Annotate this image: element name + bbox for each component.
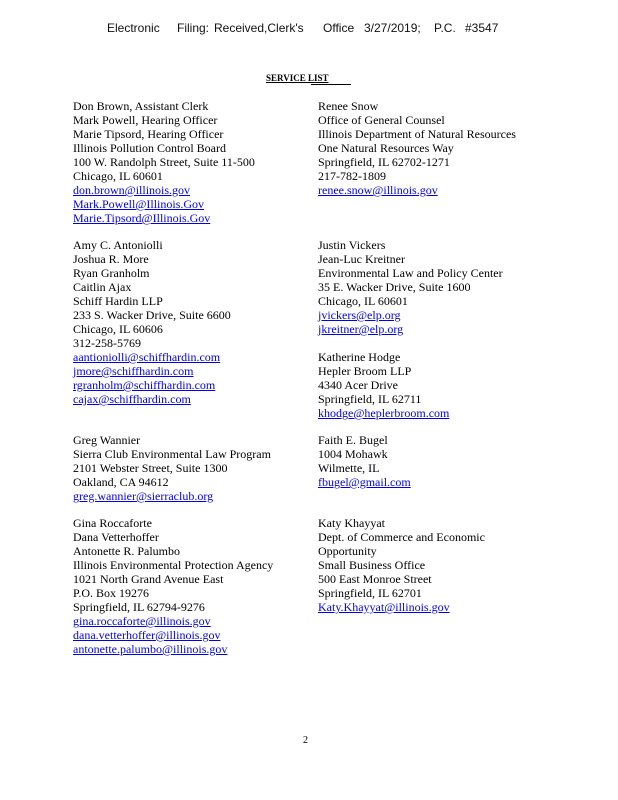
entry-line: Oakland, CA 94612 [73, 475, 169, 489]
service-entry-ipcb [73, 99, 255, 225]
entry-line: 4340 Acer Drive [318, 378, 398, 392]
service-entry-commerce [318, 516, 485, 614]
entry-line: Wilmette, IL [318, 461, 380, 475]
entry-line: 500 East Monroe Street [318, 572, 432, 586]
entry-line: Renee Snow [318, 99, 379, 113]
entry-line: 1004 Mohawk [318, 447, 388, 461]
entry-line: 1021 North Grand Avenue East [73, 572, 224, 586]
entry-line: Dept. of Commerce and Economic [318, 530, 485, 544]
entry-line: Gina Roccaforte [73, 516, 152, 530]
entry-line: Justin Vickers [318, 238, 386, 252]
entry-line: Marie Tipsord, Hearing Officer [73, 127, 224, 141]
entry-line: Amy C. Antoniolli [73, 238, 163, 252]
email-link[interactable]: fbugel@gmail.com [318, 475, 411, 489]
email-link[interactable]: gina.roccaforte@illinois.gov [73, 614, 211, 628]
email-link[interactable]: cajax@schiffhardin.com [73, 392, 191, 406]
entry-line: Environmental Law and Policy Center [318, 266, 503, 280]
entry-line: Opportunity [318, 544, 377, 558]
email-link[interactable]: khodge@heplerbroom.com [318, 406, 450, 420]
entry-line: Faith E. Bugel [318, 433, 388, 447]
entry-line: Springfield, IL 62701 [318, 586, 422, 600]
entry-line: Schiff Hardin LLP [73, 294, 163, 308]
email-link[interactable]: greg.wannier@sierraclub.org [73, 489, 214, 503]
entry-line: 100 W. Randolph Street, Suite 11-500 [73, 155, 255, 169]
entry-line: Jean-Luc Kreitner [318, 252, 405, 266]
service-entry-sierra-club [73, 433, 271, 503]
page-number: 2 [303, 735, 308, 746]
entry-line: Katherine Hodge [318, 350, 401, 364]
email-link[interactable]: jvickers@elp.org [318, 308, 401, 322]
email-link[interactable]: Mark.Powell@Illinois.Gov [73, 197, 205, 211]
service-entry-elpc [318, 238, 503, 336]
entry-line: Chicago, IL 60601 [318, 294, 408, 308]
header-word: Electronic [107, 21, 160, 35]
header-word: Office [323, 21, 355, 35]
service-entry-hepler-broom [318, 350, 449, 420]
service-entry-bugel [318, 433, 411, 489]
entry-line: Sierra Club Environmental Law Program [73, 447, 271, 461]
entry-line: 233 S. Wacker Drive, Suite 6600 [73, 308, 231, 322]
entry-line: Caitlin Ajax [73, 280, 132, 294]
email-link[interactable]: antonette.palumbo@illinois.gov [73, 642, 228, 656]
service-entry-iepa [73, 516, 273, 656]
email-link[interactable]: Katy.Khayyat@illinois.gov [318, 600, 450, 614]
entry-line: Chicago, IL 60606 [73, 322, 163, 336]
header-word: P.C. [434, 21, 456, 35]
entry-line: Joshua R. More [73, 252, 149, 266]
entry-line: Chicago, IL 60601 [73, 169, 163, 183]
header-word: Received,Clerk's [214, 21, 304, 35]
filing-stamp-header [0, 21, 618, 37]
entry-line: Springfield, IL 62711 [318, 392, 422, 406]
entry-line: 35 E. Wacker Drive, Suite 1600 [318, 280, 471, 294]
email-link[interactable]: dana.vetterhoffer@illinois.gov [73, 628, 221, 642]
entry-line: Hepler Broom LLP [318, 364, 412, 378]
email-link[interactable]: Marie.Tipsord@Illinois.Gov [73, 211, 211, 225]
entry-line: Illinois Pollution Control Board [73, 141, 227, 155]
email-link[interactable]: rgranholm@schiffhardin.com [73, 378, 216, 392]
title-underline [311, 84, 351, 85]
entry-line: Small Business Office [318, 558, 426, 572]
entry-line: Greg Wannier [73, 433, 141, 447]
entry-line: Illinois Environmental Protection Agency [73, 558, 274, 572]
entry-line: 2101 Webster Street, Suite 1300 [73, 461, 228, 475]
entry-line: Springfield, IL 62702-1271 [318, 155, 450, 169]
email-link[interactable]: jmore@schiffhardin.com [73, 364, 194, 378]
entry-line: Antonette R. Palumbo [73, 544, 180, 558]
entry-line: Ryan Granholm [73, 266, 150, 280]
email-link[interactable]: aantioniolli@schiffhardin.com [73, 350, 221, 364]
entry-line: P.O. Box 19276 [73, 586, 150, 600]
entry-line: Don Brown, Assistant Clerk [73, 99, 209, 113]
entry-line: Katy Khayyat [318, 516, 385, 530]
service-entry-idnr [318, 99, 516, 197]
page-title: SERVICE LIST [266, 73, 329, 83]
email-link[interactable]: jkreitner@elp.org [318, 322, 404, 336]
entry-line: Dana Vetterhoffer [73, 530, 159, 544]
entry-line: 217-782-1809 [318, 169, 386, 183]
header-word: #3547 [465, 21, 499, 35]
header-word: 3/27/2019; [364, 21, 421, 35]
entry-line: One Natural Resources Way [318, 141, 454, 155]
entry-line: Office of General Counsel [318, 113, 445, 127]
entry-line: Springfield, IL 62794-9276 [73, 600, 205, 614]
header-word: Filing: [177, 21, 210, 35]
entry-line: Illinois Department of Natural Resources [318, 127, 516, 141]
email-link[interactable]: don.brown@illinois.gov [73, 183, 191, 197]
entry-line: Mark Powell, Hearing Officer [73, 113, 218, 127]
email-link[interactable]: renee.snow@illinois.gov [318, 183, 438, 197]
entry-line: 312-258-5769 [73, 336, 141, 350]
service-entry-schiff-hardin [73, 238, 231, 406]
